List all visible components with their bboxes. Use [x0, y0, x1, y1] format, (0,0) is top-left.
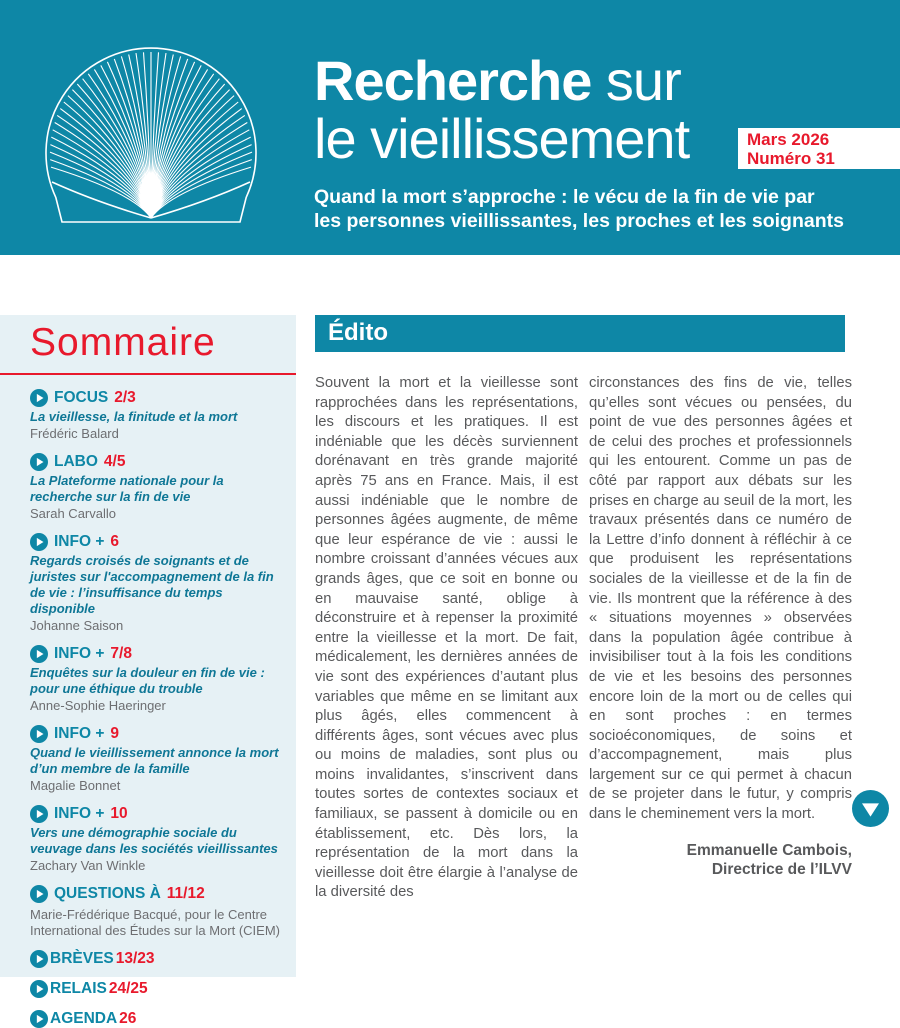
edito-signature [589, 841, 852, 879]
toc-pages: 9 [110, 725, 120, 742]
play-icon [30, 805, 48, 823]
edito-heading: Édito [315, 315, 845, 352]
play-icon [30, 533, 48, 551]
toc-link-relais[interactable] [30, 980, 286, 998]
toc-link-agenda[interactable] [30, 1010, 286, 1028]
toc-label: QUESTIONS À [54, 885, 161, 902]
issue-number: Numéro 31 [747, 149, 835, 168]
ginkgo-fan-logo [36, 40, 266, 228]
toc-item-info78 [30, 645, 286, 714]
play-icon [30, 645, 48, 663]
toc-label: INFO + [54, 645, 105, 662]
edito-section [315, 315, 852, 903]
issue-theme-line1: Quand la mort s’approche : le vécu de la fin de vie par [314, 186, 815, 208]
toc-item-info9 [30, 725, 286, 794]
edito-column-1: Souvent la mort et la vieillesse sont rapprochées dans les représentations, les discours et les pratiques. Il est indéniable que les décès surviennent dorénavant en très grande majorité après 75 ans en France. Mais, il est aussi indéniable que le nombre de personnes âgées augmente, de même que leur espérance de vie : aussi le nombre croissant d’années vécues aux grands âges, que ce soit en bonne ou en mauvaise santé, oblige à déconstruire et à repenser la proximité entre la vieillesse et la mort. De fait, médicalement, les dernières années de vie sont des expériences d’autant plus variables que même en se limitant aux plus âgés, elles commencent à différents âges, sont vécues avec plus ou moins de maladies, sont plus ou moins invalidantes, s’inscrivent dans toutes sortes de contextes sociaux et familiaux, se passent à domicile ou en établissement, etc. Dès lors, la représentation de la mort dans la vieillesse doit être élargie à l’analyse de la diversité des [315, 375, 578, 901]
toc-link-info6[interactable] [30, 533, 286, 551]
toc-author: Zachary Van Winkle [30, 858, 146, 873]
toc-item-labo [30, 453, 286, 522]
play-icon [30, 885, 48, 903]
toc-article-title: La vieillesse, la finitude et la mort [30, 409, 238, 424]
toc-pages: 2/3 [114, 389, 136, 406]
toc-article-title: Vers une démographie sociale du veuvage dans les sociétés vieillissantes [30, 825, 278, 856]
masthead [0, 0, 900, 255]
toc-pages: 24/25 [108, 980, 148, 997]
toc-item-info10 [30, 805, 286, 874]
toc-link-questions[interactable] [30, 885, 286, 903]
toc-author: Sarah Carvallo [30, 506, 116, 521]
toc-article-title: Regards croisés de soignants et de juristes sur l'accompagnement de la fin de vie : l’insuffisance du temps disponible [30, 553, 274, 616]
toc-pages: 26 [119, 1010, 137, 1027]
toc-link-labo[interactable] [30, 453, 286, 471]
title-line2: le vieillissement [314, 107, 690, 170]
toc-pages: 6 [110, 533, 120, 550]
issue-date: Mars 2026 [747, 130, 830, 149]
toc-author: Johanne Saison [30, 618, 124, 633]
sommaire-heading: Sommaire [30, 321, 216, 364]
play-icon [30, 453, 48, 471]
toc-description: Marie-Frédérique Bacqué, pour le Centre International des Études sur la Mort (CIEM) [30, 907, 280, 938]
toc-label: LABO [54, 453, 98, 470]
ginkgo-fan-logo-svg [36, 40, 266, 228]
edito-columns [315, 374, 852, 903]
toc-pages: 13/23 [115, 950, 155, 967]
title-word-bold: Recherche [314, 49, 592, 112]
toc-item-questions [30, 885, 286, 939]
toc-label: RELAIS [50, 980, 107, 997]
toc-link-info10[interactable] [30, 805, 286, 823]
issue-theme-line2: les personnes vieillissantes, les proches et les soignants [314, 209, 844, 232]
toc-article-title: La Plateforme nationale pour la recherche sur la fin de vie [30, 473, 224, 504]
toc-item-focus [30, 389, 286, 442]
down-arrow-circle-icon[interactable] [852, 790, 889, 827]
issue-theme [314, 186, 844, 233]
title-word-light: sur [591, 49, 681, 112]
toc-item-breves [30, 950, 286, 968]
play-icon [30, 389, 48, 407]
toc-article-title: Quand le vieillissement annonce la mort d’un membre de la famille [30, 745, 279, 776]
toc-label: INFO + [54, 533, 105, 550]
toc-label: BRÈVES [50, 950, 114, 967]
play-icon [30, 725, 48, 743]
toc-link-info78[interactable] [30, 645, 286, 663]
toc-link-info9[interactable] [30, 725, 286, 743]
toc-label: FOCUS [54, 389, 109, 406]
edito-column-2-text: circonstances des fins de vie, telles qu’elles sont vécues ou pensées, du point de vue des personnes âgées et de celui des proches et professionnels qui les entourent. Comme un pas de côté par rapport aux débats sur les prises en charge au seuil de la mort, les travaux présentés dans ce numéro de la Lettre d’info donnent à réfléchir à ce que produisent les représentations sociales de la vieillesse et de la fin de vie. Ils montrent que la référence à des « situations moyennes » observées dans la population âgée contribue à invisibiliser tout à la fois les conditions de vie et les besoins des personnes encore loin de la mort ou de celles qui en sont proches : en termes socioéconomiques, de soins et d’accompagnement, mais plus largement sur ce qui permet à chacun de se projeter dans le futur, y compris dans le cheminement vers la mort. [589, 375, 852, 823]
toc-pages: 11/12 [166, 885, 205, 902]
toc-article-title: Enquêtes sur la douleur en fin de vie : pour une éthique du trouble [30, 665, 265, 696]
toc-label: AGENDA [50, 1010, 118, 1027]
toc-author: Anne-Sophie Haeringer [30, 698, 166, 713]
toc-label: INFO + [54, 805, 105, 822]
signature-role: Directrice de l’ILVV [711, 860, 852, 878]
toc-item-agenda [30, 1010, 286, 1028]
play-icon [30, 1010, 48, 1028]
newsletter-title [314, 49, 690, 170]
table-of-contents [0, 389, 296, 1028]
edito-column-2 [589, 374, 852, 903]
toc-link-breves[interactable] [30, 950, 286, 968]
toc-pages: 4/5 [103, 453, 126, 470]
toc-author: Magalie Bonnet [30, 778, 121, 793]
logo-fan-lines [50, 52, 252, 218]
play-icon [30, 950, 48, 968]
toc-author: Frédéric Balard [30, 426, 119, 441]
sommaire-rule [0, 373, 296, 375]
toc-item-relais [30, 980, 286, 998]
toc-link-focus[interactable] [30, 389, 286, 407]
sommaire-sidebar [0, 315, 296, 1027]
toc-pages: 10 [110, 805, 128, 822]
toc-pages: 7/8 [110, 645, 132, 662]
signature-name: Emmanuelle Cambois, [686, 841, 852, 859]
toc-label: INFO + [54, 725, 105, 742]
toc-item-info6 [30, 533, 286, 634]
issue-box [738, 128, 900, 169]
play-icon [30, 980, 48, 998]
